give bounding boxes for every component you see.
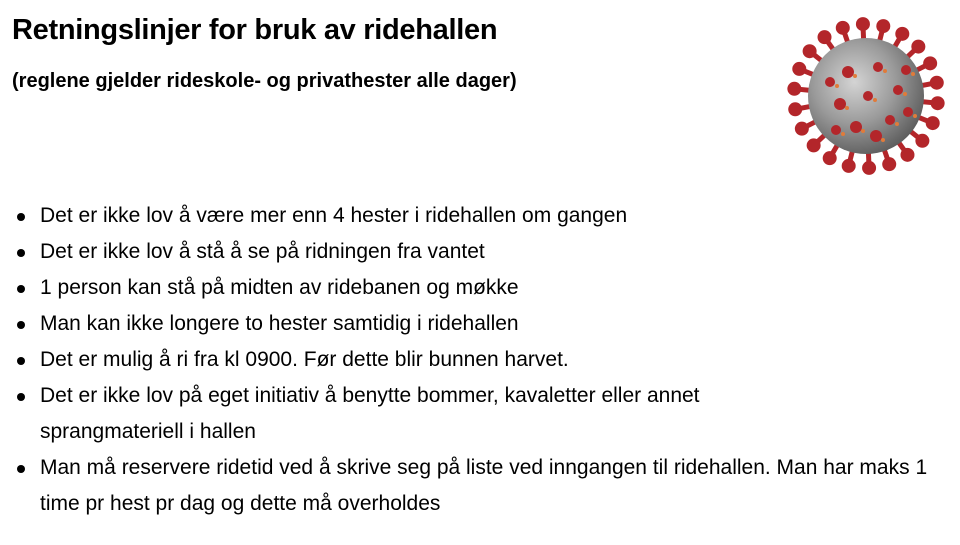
page-title: Retningslinjer for bruk av ridehallen [12,14,498,46]
page-subtitle: (reglene gjelder rideskole- og privathester alle dager) [12,70,517,92]
rule-text: Det er ikke lov på eget initiativ å benytte bommer, kavaletter eller annet sprangmateriell i hallen [40,384,700,443]
rule-item [16,450,960,522]
rule-text: Det er ikke lov å stå å se på ridningen fra vantet [40,240,485,263]
rule-item [16,234,954,270]
rule-text: Man kan ikke longere to hester samtidig i ridehallen [40,312,519,335]
rule-item [16,378,830,450]
bullet-icon [17,357,25,365]
coronavirus-icon [778,12,954,178]
bullet-icon [17,321,25,329]
bullet-icon [17,465,25,473]
rule-text: Det er mulig å ri fra kl 0900. Før dette blir bunnen harvet. [40,348,569,371]
rule-text: Det er ikke lov å være mer enn 4 hester i ridehallen om gangen [40,204,628,227]
bullet-icon [17,285,25,293]
rule-item [16,270,954,306]
rule-item [16,306,954,342]
rule-item [16,198,954,234]
rules-list [16,198,954,522]
bullet-icon [17,393,25,401]
rule-text: 1 person kan stå på midten av ridebanen og møkke [40,276,519,299]
rule-text: Man må reservere ridetid ved å skrive seg på liste ved inngangen til ridehallen. Man har maks 1 time pr hest pr dag og dette må overholdes [40,456,928,515]
bullet-icon [17,213,25,221]
rule-item [16,342,954,378]
bullet-icon [17,249,25,257]
